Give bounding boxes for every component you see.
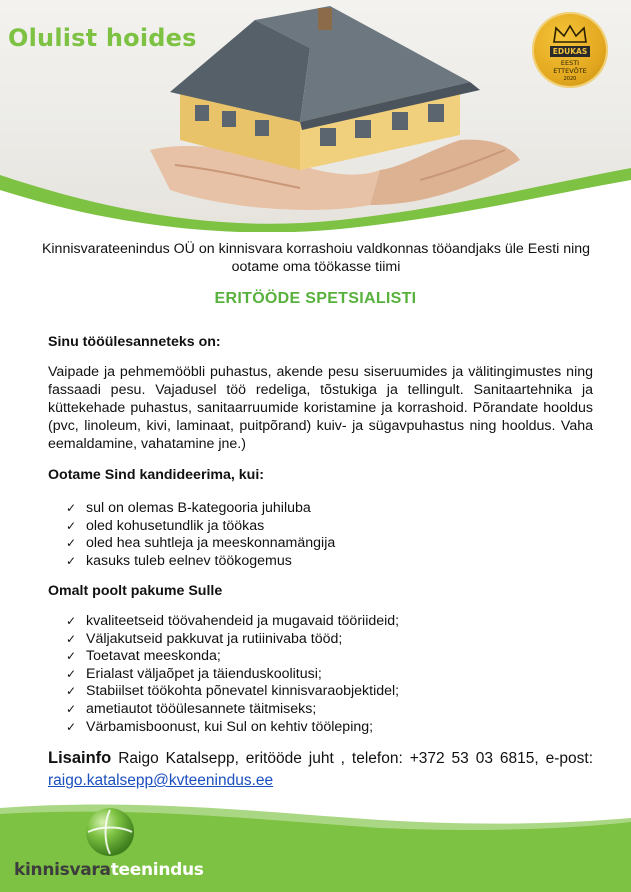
contact-email-link[interactable]: raigo.katalsepp@kvteenindus.ee bbox=[48, 772, 274, 789]
list-item: ✓ kvaliteetseid töövahendeid ja mugavaid tööriideid; bbox=[66, 613, 400, 629]
check-icon: ✓ bbox=[66, 684, 77, 699]
list-item: ✓ Värbamisboonust, kui Sul on kehtiv tööleping; bbox=[66, 718, 374, 735]
check-icon: ✓ bbox=[66, 701, 77, 716]
contact-label: Lisainfo bbox=[48, 749, 112, 767]
check-icon: ✓ bbox=[66, 666, 77, 681]
list-item: ✓ Väljakutseid pakkuvat ja rutiinivaba tööd; bbox=[66, 630, 343, 647]
badge-line2: EESTI ETTEVÕTE bbox=[553, 59, 587, 75]
crown-icon bbox=[552, 24, 588, 44]
requirements-heading: Ootame Sind kandideerima, kui: bbox=[48, 467, 265, 483]
list-item: ✓ Stabiilset töökohta põnevatel kinnisvaraobjektidel; bbox=[66, 683, 400, 700]
list-item: ✓ ametiautot tööülesannete täitmiseks; bbox=[66, 700, 317, 717]
duties-heading: Sinu tööülesanneteks on: bbox=[48, 334, 221, 350]
intro-text: Kinnisvarateenindus OÜ on kinnisvara korrashoiu valdkonnas tööandjaks üle Eesti ning ootame oma töökasse tiimi bbox=[41, 241, 591, 275]
offer-list bbox=[66, 613, 399, 736]
company-logo-text: kinnisvarateenindus bbox=[14, 860, 204, 880]
job-title: ERITÖÖDE SPETSIALISTI bbox=[214, 290, 417, 307]
requirements-list bbox=[66, 500, 335, 570]
check-icon: ✓ bbox=[66, 719, 77, 734]
list-item: ✓ oled kohusetundlik ja töökas bbox=[66, 517, 265, 534]
check-icon: ✓ bbox=[66, 501, 77, 515]
list-item: ✓ sul on olemas B-kategooria juhiluba bbox=[66, 500, 311, 516]
list-item: ✓ Toetavat meeskonda; bbox=[66, 648, 221, 665]
check-icon: ✓ bbox=[66, 649, 77, 664]
contact-info bbox=[48, 747, 593, 792]
offer-heading: Omalt poolt pakume Sulle bbox=[48, 583, 223, 599]
logo-ball-icon bbox=[84, 806, 136, 858]
award-badge bbox=[532, 12, 608, 88]
list-item: ✓ oled hea suhtleja ja meeskonnamängija bbox=[66, 535, 336, 552]
check-icon: ✓ bbox=[66, 536, 77, 551]
duties-text: Vaipade ja pehmemööbli puhastus, akende pesu siseruumides ja välitingimustes ning fassaadi pesu. Vajadusel töö redeliga, tõstukiga ja tellingult. Sanitaartehnika ja küttekehade puhastus, sanitaarruumide koristamine ja korrashoid. Põrandate hooldus (pvc, linoleum, kivi, laminaat, puitpõrand) kuiv- ja sügavpuhastus ning hooldus. Vaha eemaldamine, vahatamine jne.) bbox=[48, 364, 593, 452]
list-item: ✓ kasuks tuleb eelnev töökogemus bbox=[66, 552, 292, 569]
check-icon: ✓ bbox=[66, 518, 77, 533]
check-icon: ✓ bbox=[66, 553, 77, 568]
contact-text: Raigo Katalsepp, eritööde juht , telefon: +372 53 03 6815, e-post: bbox=[111, 750, 593, 767]
check-icon: ✓ bbox=[66, 614, 77, 628]
check-icon: ✓ bbox=[66, 631, 77, 646]
badge-year: 2020 bbox=[563, 76, 577, 82]
badge-line1: EDUKAS bbox=[532, 47, 608, 56]
hero-banner bbox=[0, 0, 631, 232]
list-item: ✓ Erialast väljaõpet ja täienduskoolitusi; bbox=[66, 665, 322, 682]
brand-title: Olulist hoides bbox=[8, 24, 197, 52]
